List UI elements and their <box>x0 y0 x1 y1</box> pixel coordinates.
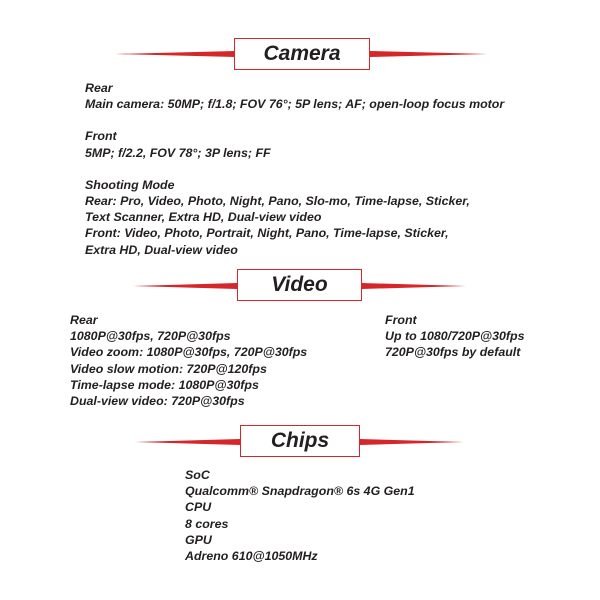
chips-line: GPU <box>185 532 212 547</box>
video-front-line: 720P@30fps by default <box>385 345 521 360</box>
video-title-text: Video <box>271 273 328 296</box>
chips-line: 8 cores <box>185 516 229 531</box>
video-rear-specs <box>70 312 307 409</box>
video-rear-line: Dual-view video: 720P@30fps <box>70 394 245 409</box>
video-rear-heading: Rear <box>70 313 98 327</box>
camera-title-text: Camera <box>263 42 341 65</box>
chips-title-text: Chips <box>270 429 330 452</box>
chips-line: Adreno 610@1050MHz <box>185 549 318 564</box>
camera-section-title <box>234 38 370 70</box>
chips-line: SoC <box>185 468 210 482</box>
chips-line: Qualcomm® Snapdragon® 6s 4G Gen1 <box>185 484 415 499</box>
camera-front-main: 5MP; f/2.2, FOV 78°; 3P lens; FF <box>85 145 271 160</box>
video-front-specs <box>385 312 525 361</box>
chips-section-title <box>240 425 360 457</box>
chips-line: CPU <box>185 500 212 515</box>
video-section-title <box>237 269 362 301</box>
camera-shooting-line: Rear: Pro, Video, Photo, Night, Pano, Slo-mo, Time-lapse, Sticker, <box>85 194 470 209</box>
video-front-line: Up to 1080/720P@30fps <box>385 329 525 344</box>
chips-section-header <box>0 422 600 462</box>
camera-rear-heading: Rear <box>85 81 113 95</box>
camera-section-header <box>0 35 600 75</box>
camera-shooting-heading: Shooting Mode <box>85 177 175 192</box>
chips-specs <box>185 467 415 564</box>
camera-shooting-line: Front: Video, Photo, Portrait, Night, Pano, Time-lapse, Sticker, <box>85 226 449 241</box>
video-rear-line: 1080P@30fps, 720P@30fps <box>70 329 231 344</box>
camera-rear-main: Main camera: 50MP; f/1.8; FOV 76°; 5P lens; AF; open-loop focus motor <box>85 97 505 112</box>
video-rear-line: Video slow motion: 720P@120fps <box>70 361 267 376</box>
video-front-heading: Front <box>385 313 417 327</box>
video-rear-line: Video zoom: 1080P@30fps, 720P@30fps <box>70 345 308 360</box>
camera-specs <box>85 80 504 258</box>
video-section-header <box>0 266 600 306</box>
camera-shooting-line: Extra HD, Dual-view video <box>85 242 238 257</box>
camera-shooting-line: Text Scanner, Extra HD, Dual-view video <box>85 210 322 225</box>
camera-front-heading: Front <box>85 129 117 144</box>
video-rear-line: Time-lapse mode: 1080P@30fps <box>70 377 259 392</box>
